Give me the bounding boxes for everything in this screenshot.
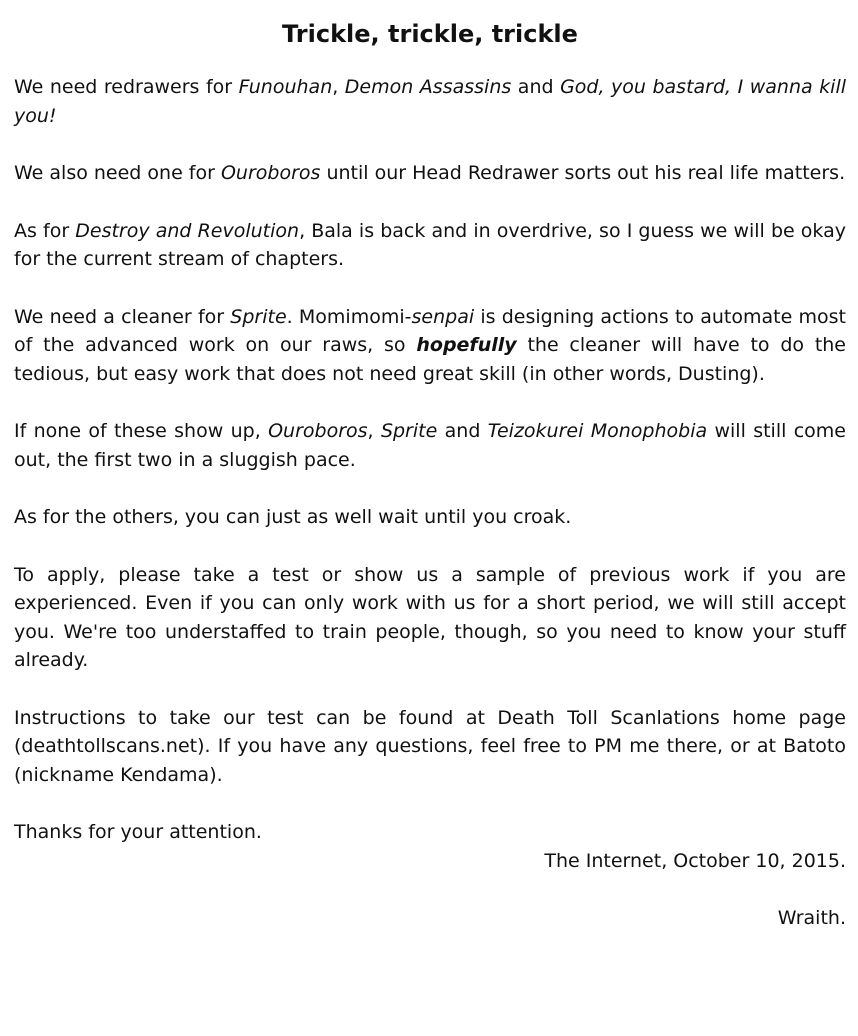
title-god-you-bastard: God, you bastard, I wanna kill you! — [14, 76, 846, 127]
text: . Momimomi- — [286, 305, 412, 328]
title-destroy-and-revolution: Destroy and Revolution — [75, 219, 300, 242]
paragraph-destroy-revolution — [14, 217, 846, 274]
paragraph-others: As for the others, you can just as well wait until you croak. — [14, 506, 572, 528]
text: As for — [14, 219, 76, 242]
text: will still come out, the first two in a sluggish pace. — [14, 420, 846, 471]
text: , — [332, 76, 345, 98]
paragraph-cleaner — [14, 303, 846, 389]
signature: Wraith. — [777, 907, 846, 929]
title-ouroboros: Ouroboros — [220, 162, 321, 184]
text: If none of these show up, — [14, 420, 269, 442]
text: until our Head Redrawer sorts out his real life matters. — [320, 162, 846, 184]
honorific-senpai: senpai — [411, 305, 475, 328]
document-page — [0, 19, 858, 1036]
dateline: The Internet, October 10, 2015. — [544, 849, 846, 872]
page-title: Trickle, trickle, trickle — [282, 20, 578, 48]
text: the cleaner will have to do the tedious, but easy work that does not need great skill (in other words, Dusting). — [14, 334, 846, 385]
title-ouroboros: Ouroboros — [268, 420, 368, 442]
paragraph-ouroboros — [14, 159, 846, 188]
paragraph-thanks: Thanks for your attention. — [14, 821, 262, 843]
title-sprite: Sprite — [380, 420, 438, 442]
title-funouhan: Funouhan — [238, 76, 333, 98]
text: , Bala is back and in overdrive, so I guess we will be okay for the current stream of chapters. — [14, 219, 846, 270]
text: We also need one for — [14, 162, 221, 184]
text: is designing actions to automate most of the advanced work on our raws, so — [14, 305, 846, 356]
title-demon-assassins: Demon Assassins — [344, 76, 512, 98]
text: , — [367, 420, 381, 442]
text: We need a cleaner for — [14, 305, 231, 328]
paragraph-instructions: Instructions to take our test can be found at Death Toll Scanlations home page (deathtollscans.net). If you have any questions, feel free to PM me there, or at Batoto (nickname Kendama). — [14, 706, 846, 786]
paragraph-apply: To apply, please take a test or show us a sample of previous work if you are experienced. Even if you can only work with us for a short period, we will still accept you. We're too understaffed to train people, though, so you need to know your stuff already. — [14, 563, 846, 671]
title-sprite: Sprite — [230, 305, 287, 328]
text: and — [437, 420, 488, 442]
paragraph-redrawers — [14, 73, 846, 130]
emphasis-hopefully: hopefully — [416, 334, 517, 356]
text: and — [511, 76, 561, 98]
paragraph-none-show-up — [14, 417, 846, 474]
text: We need redrawers for — [14, 76, 239, 98]
title-teizokurei-monophobia: Teizokurei Monophobia — [487, 420, 708, 442]
